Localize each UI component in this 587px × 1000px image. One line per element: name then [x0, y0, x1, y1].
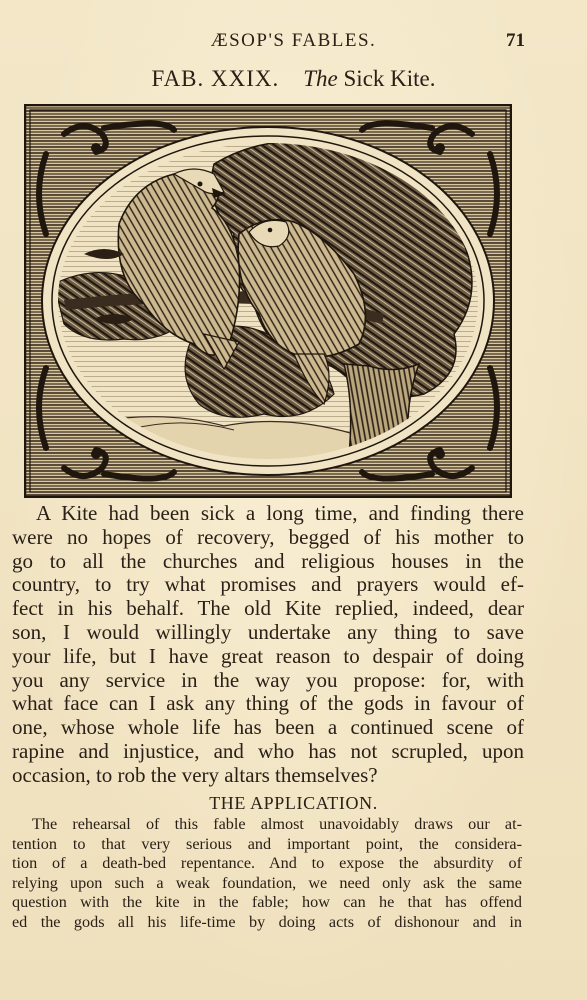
body-line: A Kite had been sick a long time, and finding there	[36, 501, 524, 525]
page-number: 71	[506, 30, 525, 51]
body-line: you any service in the way you propose: for, with	[12, 667, 524, 692]
body-line: go to all the churches and religious houses in the	[12, 548, 524, 573]
body-line: occasion, to rob the very altars themselves?	[12, 762, 378, 787]
body-line: son, I would willingly undertake any thing to save	[12, 619, 524, 644]
fable-title: Sick Kite.	[343, 66, 436, 91]
fable-body	[12, 502, 524, 788]
body-line: rapine and injustice, and who has not scrupled, upon	[12, 738, 524, 763]
application-body	[12, 815, 522, 933]
body-line: were no hopes of recovery, begged of his mother to	[12, 524, 524, 549]
body-line: what face can I ask any thing of the gods in favour of	[12, 691, 524, 716]
application-line: The rehearsal of this fable almost unavoidably draws our at-	[32, 815, 522, 833]
body-line: one, whose whole life has been a continued scene of	[12, 715, 524, 740]
application-line: tention to that very serious and important point, the considera-	[12, 834, 522, 853]
body-line: country, to try what promises and prayers would ef-	[12, 572, 524, 597]
application-line: relying upon such a weak foundation, we need only ask the same	[12, 873, 522, 892]
application-line: question with the kite in the fable; how can he that has offend	[12, 893, 522, 912]
application-heading: THE APPLICATION.	[209, 793, 378, 813]
woodcut-svg	[24, 104, 512, 498]
application-line: ed the gods all his life-time by doing acts of dishonour and in	[12, 912, 522, 931]
fable-number: FAB. XXIX.	[151, 66, 280, 91]
fable-heading	[0, 66, 587, 92]
running-head	[0, 30, 587, 54]
body-line: your life, but I have great reason to despair of doing	[12, 643, 524, 668]
fable-title-italic: The	[303, 66, 338, 91]
running-title: ÆSOP'S FABLES.	[210, 30, 377, 51]
woodcut-illustration	[24, 104, 512, 498]
body-line: fect in his behalf. The old Kite replied, indeed, dear	[12, 596, 524, 621]
application-line: tion of a death-bed repentance. And to expose the absurdity of	[12, 854, 522, 873]
